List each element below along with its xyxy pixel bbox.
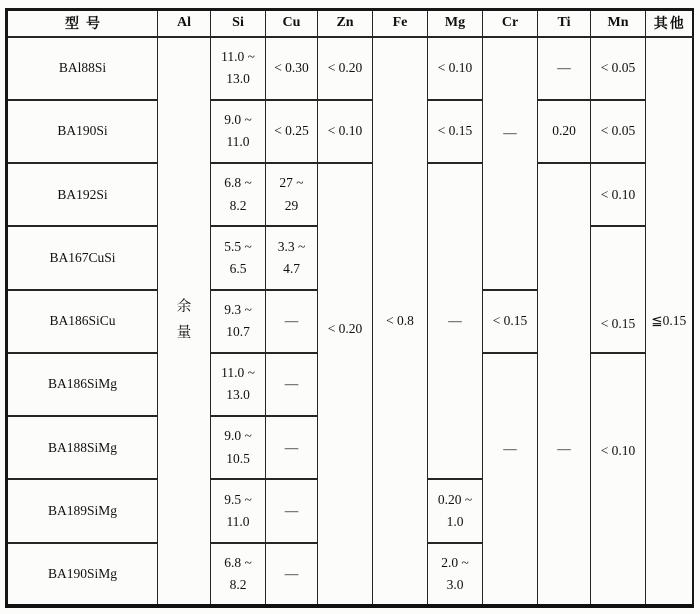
cell-cu-r8: — [266,479,318,542]
col-header-mn: Mn [591,10,646,37]
cell-model-r1: BAl88Si [7,37,158,100]
cell-cu-r9: — [266,543,318,606]
cell-cu-r6: — [266,353,318,416]
col-header-other: 其他 [646,10,693,37]
cell-model-r3: BA192Si [7,163,158,226]
cell-cr-r5: < 0.15 [483,290,538,353]
col-header-mg: Mg [428,10,483,37]
table-row [7,100,693,163]
col-header-zn: Zn [318,10,373,37]
cell-zn-r1: < 0.20 [318,37,373,100]
cell-model-r2: BA190Si [7,100,158,163]
cell-mn-r2: < 0.05 [591,100,646,163]
cell-mg-r8: 0.20 ~ 1.0 [428,479,483,542]
cell-si-r5: 9.3 ~ 10.7 [211,290,266,353]
cell-cu-r4: 3.3 ~ 4.7 [266,226,318,289]
cell-zn-r2: < 0.10 [318,100,373,163]
cell-cr-merged-bottom: — [483,353,538,606]
cell-cu-r7: — [266,416,318,479]
cell-mg-r1: < 0.10 [428,37,483,100]
cell-model-r9: BA190SiMg [7,543,158,606]
cell-mn-r1: < 0.05 [591,37,646,100]
cell-si-r1: 11.0 ~ 13.0 [211,37,266,100]
cell-al-merged [158,37,211,607]
cell-cu-r3: 27 ~ 29 [266,163,318,226]
cell-model-r8: BA189SiMg [7,479,158,542]
al-remainder-char2: 量 [176,324,192,341]
cell-si-r4: 5.5 ~ 6.5 [211,226,266,289]
cell-si-r6: 11.0 ~ 13.0 [211,353,266,416]
cell-mn-merged-bottom: < 0.10 [591,353,646,606]
cell-cu-r2: < 0.25 [266,100,318,163]
cell-fe-merged: < 0.8 [373,37,428,607]
cell-model-r5: BA186SiCu [7,290,158,353]
cell-mg-merged: — [428,163,483,479]
alloy-composition-table [5,8,694,608]
cell-model-r6: BA186SiMg [7,353,158,416]
cell-ti-r1: — [538,37,591,100]
header-row [7,10,693,37]
cell-mn-merged-mid: < 0.15 [591,226,646,353]
col-header-al: Al [158,10,211,37]
cell-ti-r2: 0.20 [538,100,591,163]
col-header-cr: Cr [483,10,538,37]
cell-si-r8: 9.5 ~ 11.0 [211,479,266,542]
col-header-cu: Cu [266,10,318,37]
cell-si-r3: 6.8 ~ 8.2 [211,163,266,226]
table-row [7,163,693,226]
cell-model-r7: BA188SiMg [7,416,158,479]
cell-zn-merged: < 0.20 [318,163,373,606]
cell-si-r9: 6.8 ~ 8.2 [211,543,266,606]
cell-si-r2: 9.0 ~ 11.0 [211,100,266,163]
al-remainder-char1: 余 [176,299,192,316]
col-header-ti: Ti [538,10,591,37]
cell-mg-r2: < 0.15 [428,100,483,163]
col-header-model: 型号 [7,10,158,37]
cell-model-r4: BA167CuSi [7,226,158,289]
cell-mn-r3: < 0.10 [591,163,646,226]
table-row [7,37,693,100]
cell-other-merged: ≦0.15 [646,37,693,607]
cell-ti-merged: — [538,163,591,606]
cell-mg-r9: 2.0 ~ 3.0 [428,543,483,606]
cell-cu-r1: < 0.30 [266,37,318,100]
cell-si-r7: 9.0 ~ 10.5 [211,416,266,479]
cell-cu-r5: — [266,290,318,353]
col-header-si: Si [211,10,266,37]
cell-cr-merged-top: — [483,37,538,290]
col-header-fe: Fe [373,10,428,37]
